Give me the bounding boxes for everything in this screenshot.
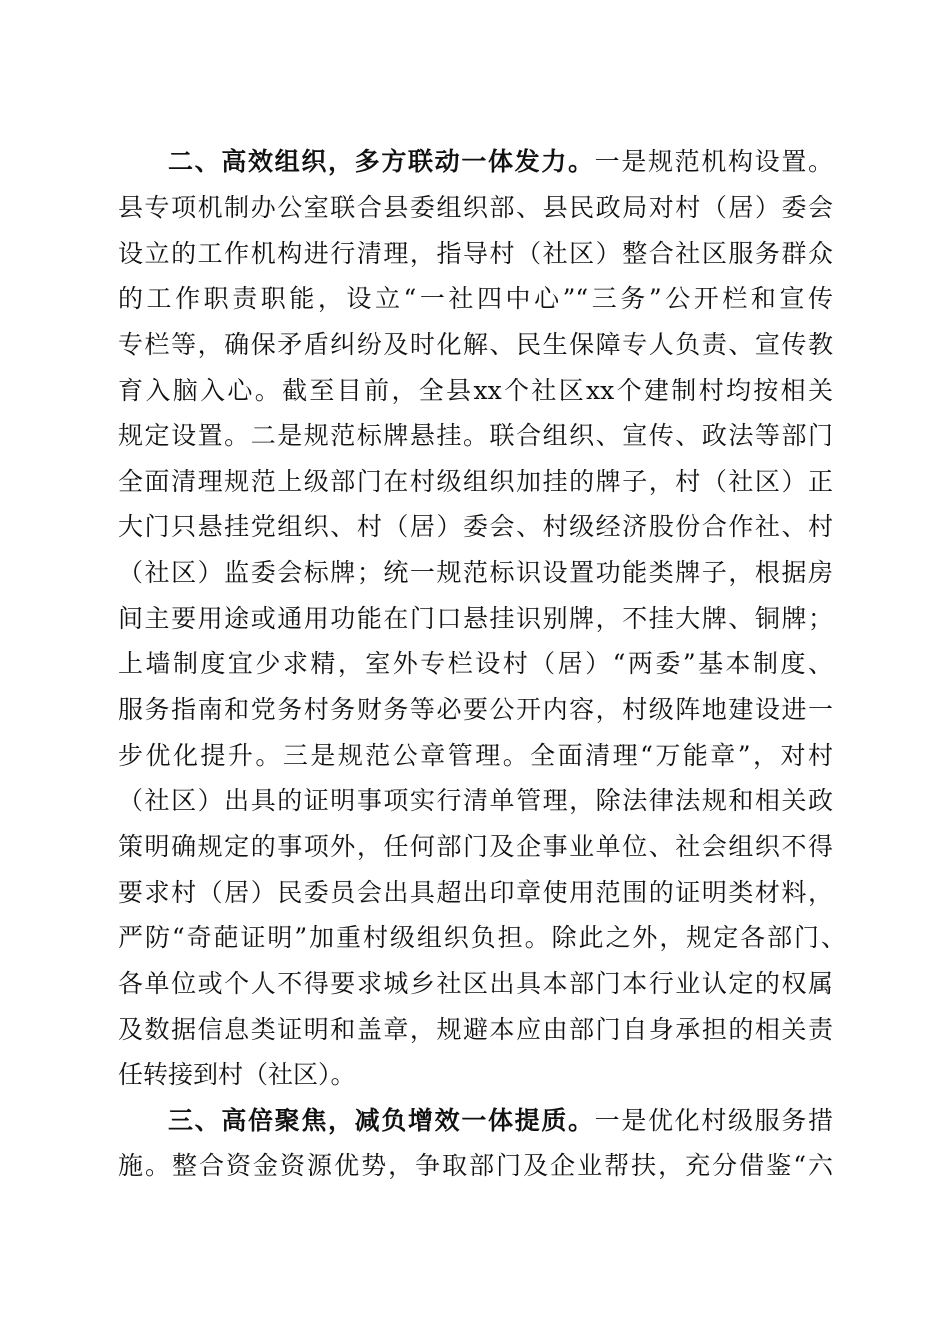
section-2-heading: 二、高效组织，多方联动一体发力。 [168,147,595,176]
paragraph-2-line-8: 全面清理规范上级部门在村级组织加挂的牌子，村（社区）正 [118,467,833,496]
paragraph-2-line-15: （社区）出具的证明事项实行清单管理，除法律法规和相关政 [118,786,833,815]
paragraph-2-line-11: 间主要用途或通用功能在门口悬挂识别牌，不挂大牌、铜牌； [118,604,833,633]
paragraph-2-line-1 [168,142,833,182]
paragraph-2-line-14: 步优化提升。三是规范公章管理。全面清理“万能章”，对村 [118,741,833,770]
paragraph-2-line-18: 严防“奇葩证明”加重村级组织负担。除此之外，规定各部门、 [118,923,846,952]
paragraph-2-line-19: 各单位或个人不得要求城乡社区出具本部门本行业认定的权属 [118,969,833,998]
paragraph-3-line-1 [168,1101,833,1141]
paragraph-2-line-3: 设立的工作机构进行清理，指导村（社区）整合社区服务群众 [118,239,833,268]
paragraph-3-line-2: 施。整合资金资源优势，争取部门及企业帮扶，充分借鉴“六 [118,1151,833,1180]
paragraph-2-line-7: 规定设置。二是规范标牌悬挂。联合组织、宣传、政法等部门 [118,421,833,450]
paragraph-2-line-5: 专栏等，确保矛盾纠纷及时化解、民生保障专人负责、宣传教 [118,330,833,359]
paragraph-2-line-6: 育入脑入心。截至目前，全县xx个社区xx个建制村均按相关 [118,376,833,405]
paragraph-2-line-10: （社区）监委会标牌；统一规范标识设置功能类牌子，根据房 [118,558,833,587]
paragraph-2-line-21: 任转接到村（社区）。 [118,1060,356,1089]
text-run: 一是规范机构设置。 [594,147,833,176]
text-run: 一是优化村级服务措 [594,1106,833,1135]
paragraph-2-line-16: 策明确规定的事项外，任何部门及企事业单位、社会组织不得 [118,832,833,861]
paragraph-2-line-17: 要求村（居）民委员会出具超出印章使用范围的证明类材料， [118,878,833,907]
paragraph-2-line-20: 及数据信息类证明和盖章，规避本应由部门自身承担的相关责 [118,1015,833,1044]
paragraph-2-line-2: 县专项机制办公室联合县委组织部、县民政局对村（居）委会 [118,193,833,222]
paragraph-2-line-13: 服务指南和党务村务财务等必要公开内容，村级阵地建设进一 [118,695,833,724]
section-3-heading: 三、高倍聚焦，减负增效一体提质。 [168,1106,595,1135]
paragraph-2-line-4: 的工作职责职能，设立“一社四中心”“三务”公开栏和宣传 [118,284,833,313]
paragraph-2-line-12: 上墙制度宜少求精，室外专栏设村（居）“两委”基本制度、 [118,649,833,678]
paragraph-2-line-9: 大门只悬挂党组织、村（居）委会、村级经济股份合作社、村 [118,512,833,541]
